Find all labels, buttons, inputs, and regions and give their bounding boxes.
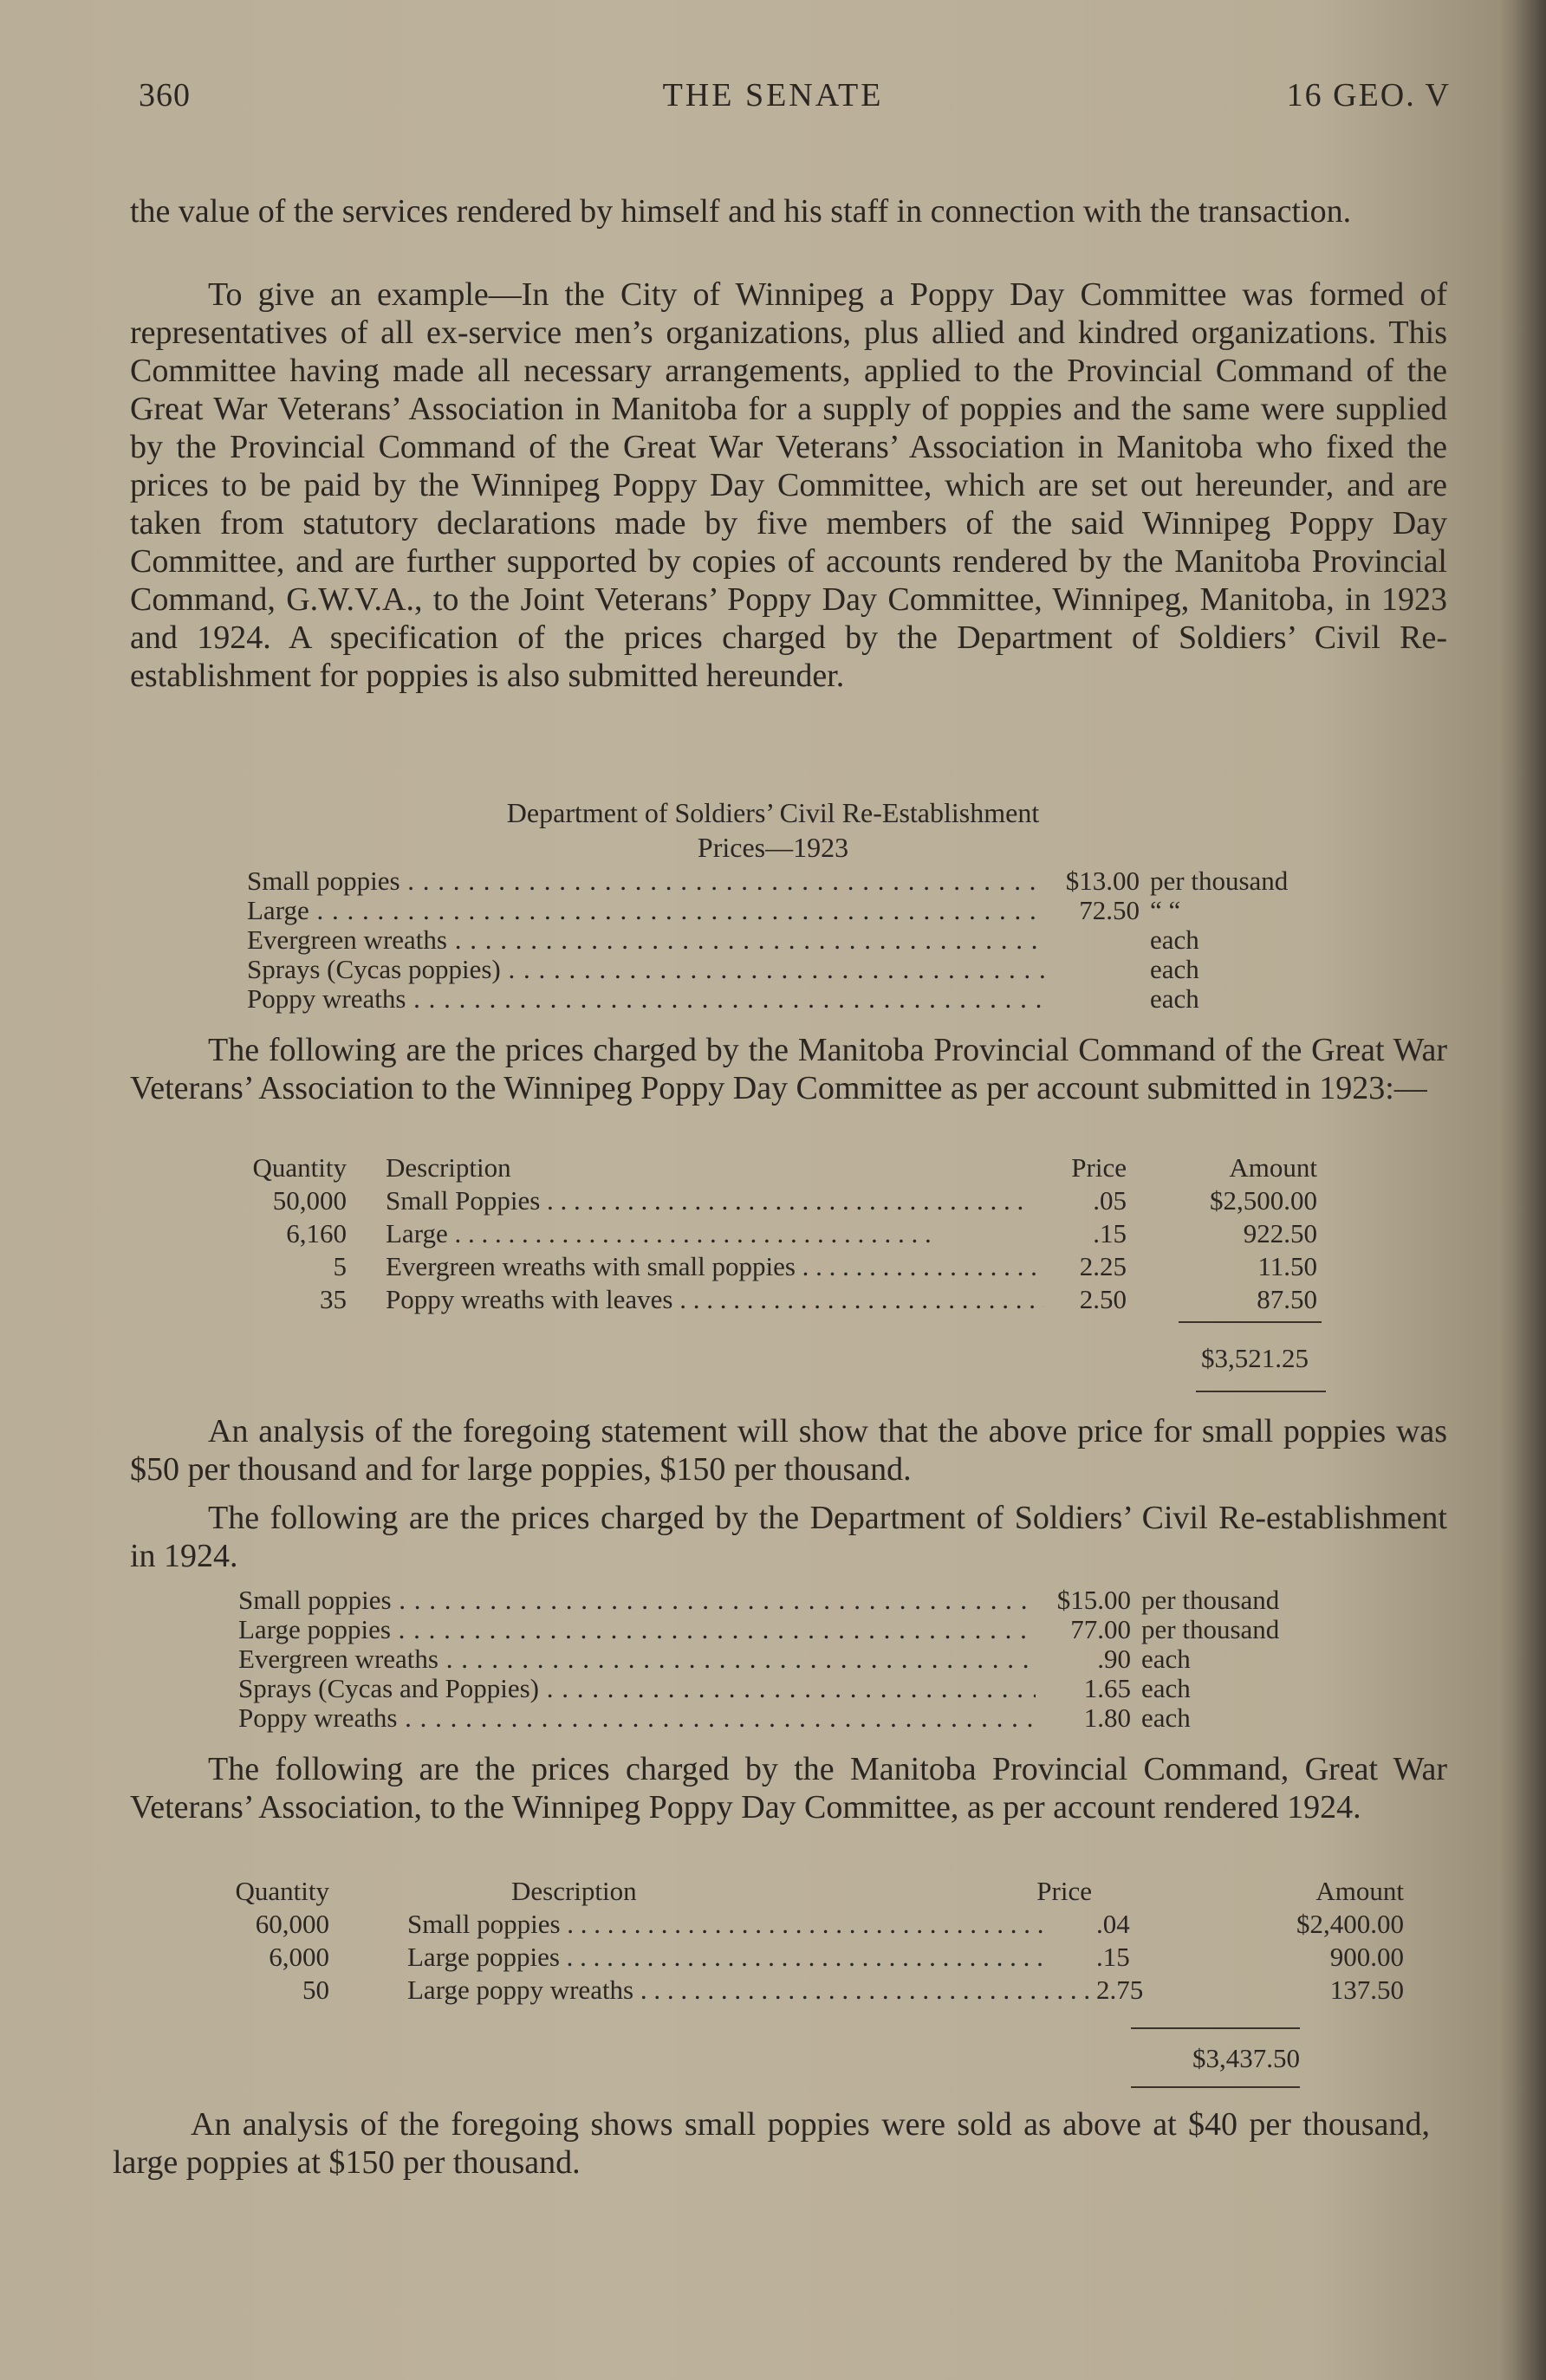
row-price: .04 bbox=[1096, 1909, 1130, 1939]
price-item: Poppy wreaths . . . bbox=[238, 1703, 1036, 1733]
row-quantity: 50 bbox=[302, 1975, 329, 2005]
row-price: 2.25 bbox=[1079, 1251, 1127, 1281]
dept-1923-title: Department of Soldiers’ Civil Re-Establishment bbox=[506, 797, 1040, 828]
price-row bbox=[247, 955, 1288, 984]
price-value: 72.50 bbox=[1079, 895, 1140, 925]
row-price: 2.50 bbox=[1079, 1284, 1127, 1314]
header-price: Price bbox=[1071, 1152, 1127, 1183]
price-unit: each bbox=[1150, 954, 1199, 984]
paragraph-7-text: An analysis of the foregoing shows small poppies were sold as above at $40 per thousand, large poppies at $150 per thousand. bbox=[113, 2106, 1430, 2181]
price-row bbox=[247, 925, 1288, 955]
price-value: 1.80 bbox=[1083, 1702, 1131, 1733]
row-description: Small Poppies . . . bbox=[386, 1185, 1023, 1216]
session-reference: 16 GEO. V bbox=[1286, 77, 1451, 113]
price-item: Small poppies . . . bbox=[238, 1586, 1036, 1615]
row-price: .15 bbox=[1096, 1942, 1130, 1972]
price-item: Sprays (Cycas poppies) . . . bbox=[247, 955, 1044, 984]
price-unit: per thousand bbox=[1141, 1585, 1280, 1615]
row-quantity: 5 bbox=[333, 1251, 347, 1281]
row-description: Small poppies . . . bbox=[407, 1909, 1044, 1939]
price-unit: per thousand bbox=[1150, 866, 1289, 896]
dept-1924-price-list bbox=[238, 1586, 1279, 1733]
account-1923-total: $3,521.25 bbox=[1201, 1343, 1309, 1373]
sum-rule bbox=[1131, 2027, 1300, 2029]
account-1924-total: $3,437.50 bbox=[1192, 2043, 1300, 2073]
table-row bbox=[217, 1218, 1317, 1251]
row-amount: 11.50 bbox=[1257, 1251, 1317, 1281]
price-value: 77.00 bbox=[1070, 1614, 1131, 1644]
row-description: Evergreen wreaths with small poppies . . . bbox=[386, 1251, 1044, 1281]
price-row bbox=[238, 1703, 1279, 1733]
paragraph-5-text: The following are the prices charged by the Department of Soldiers’ Civil Re-establishment in 1924. bbox=[130, 1500, 1447, 1574]
table-row bbox=[204, 1942, 1404, 1975]
paragraph-7 bbox=[113, 2105, 1430, 2182]
price-value bbox=[1044, 984, 1140, 1014]
table-header-row bbox=[217, 1152, 1317, 1185]
account-1924-table bbox=[204, 1876, 1404, 2007]
price-unit: each bbox=[1141, 1644, 1191, 1674]
paragraph-4 bbox=[130, 1412, 1447, 1488]
row-quantity: 6,160 bbox=[286, 1218, 347, 1248]
account-1923-table bbox=[217, 1152, 1317, 1317]
row-description: Poppy wreaths with leaves . . . bbox=[386, 1284, 1044, 1314]
header-amount: Amount bbox=[1315, 1876, 1404, 1906]
row-quantity: 35 bbox=[320, 1284, 347, 1314]
price-value: $13.00 bbox=[1065, 866, 1140, 896]
price-item: Evergreen wreaths . . . bbox=[247, 925, 1044, 955]
price-unit: each bbox=[1141, 1702, 1191, 1733]
header-quantity: Quantity bbox=[235, 1876, 329, 1906]
header-description: Description bbox=[511, 1876, 637, 1906]
price-item: Small poppies . . . bbox=[247, 866, 1044, 896]
row-description: Large poppies . . . bbox=[407, 1942, 1043, 1972]
paragraph-4-text: An analysis of the foregoing statement will show that the above price for small poppies was $50 per thousand and for large poppies, $150 per thousand. bbox=[130, 1413, 1447, 1488]
price-item: Sprays (Cycas and Poppies) . . . bbox=[238, 1674, 1036, 1703]
header-amount: Amount bbox=[1229, 1152, 1317, 1183]
price-unit: per thousand bbox=[1141, 1614, 1280, 1644]
price-row bbox=[247, 984, 1288, 1014]
row-quantity: 60,000 bbox=[255, 1909, 329, 1939]
row-description: Large poppy wreaths . . . bbox=[407, 1975, 1092, 2005]
row-price: .05 bbox=[1093, 1185, 1127, 1216]
paragraph-2 bbox=[130, 276, 1447, 695]
paragraph-6 bbox=[130, 1750, 1447, 1826]
table-row bbox=[217, 1185, 1317, 1218]
price-value bbox=[1044, 955, 1140, 984]
price-row bbox=[247, 896, 1288, 925]
price-unit: each bbox=[1150, 924, 1199, 955]
total-rule bbox=[1196, 1391, 1326, 1392]
page-number: 360 bbox=[139, 77, 191, 113]
price-row bbox=[247, 866, 1288, 896]
dept-1923-price-list bbox=[247, 866, 1288, 1014]
price-row bbox=[238, 1586, 1279, 1615]
row-description: Large . . . bbox=[386, 1218, 932, 1248]
price-value: $15.00 bbox=[1056, 1585, 1131, 1615]
header-description: Description bbox=[386, 1152, 511, 1183]
price-unit: “ “ bbox=[1150, 895, 1181, 925]
row-amount: 87.50 bbox=[1257, 1284, 1317, 1314]
price-row bbox=[238, 1615, 1279, 1644]
table-row bbox=[217, 1284, 1317, 1317]
table-row bbox=[217, 1251, 1317, 1284]
row-amount: 137.50 bbox=[1329, 1975, 1404, 2005]
row-amount: $2,500.00 bbox=[1210, 1185, 1317, 1216]
paragraph-2-text: To give an example—In the City of Winnipeg a Poppy Day Committee was formed of representatives of all ex-service men’s organizations, plus allied and kindred organizations. This Committee having made all necessary arrangements, applied to the Provincial Command of the Great War Veterans’ Association in Manitoba for a supply of poppies and the same were supplied by the Provincial Command of the Great War Veterans’ Association in Manitoba who fixed the prices to be paid by the Winnipeg Poppy Day Committee, which are set out hereunder, and are taken from statutory declarations made by five members of the said Winnipeg Poppy Day Committee, and are further supported by copies of accounts rendered by the Manitoba Provincial Command, G.W.V.A., to the Joint Veterans’ Poppy Day Committee, Winnipeg, Manitoba, in 1923 and 1924. A specification of the prices charged by the Department of Soldiers’ Civil Re-establishment for poppies is also submitted hereunder. bbox=[130, 276, 1447, 694]
row-quantity: 50,000 bbox=[272, 1185, 347, 1216]
row-amount: $2,400.00 bbox=[1296, 1909, 1404, 1939]
price-value bbox=[1044, 925, 1140, 955]
price-item: Large poppies . . . bbox=[238, 1615, 1036, 1644]
price-row bbox=[238, 1644, 1279, 1674]
paragraph-3 bbox=[130, 1031, 1447, 1107]
row-price: 2.75 bbox=[1096, 1975, 1144, 2005]
sum-rule bbox=[1179, 1321, 1322, 1323]
header-price: Price bbox=[1036, 1876, 1092, 1906]
price-unit: each bbox=[1141, 1673, 1191, 1703]
row-quantity: 6,000 bbox=[269, 1942, 329, 1972]
price-item: Evergreen wreaths . . . bbox=[238, 1644, 1036, 1674]
table-row bbox=[204, 1975, 1404, 2007]
running-title: THE SENATE bbox=[662, 77, 884, 113]
book-spine-shadow bbox=[1511, 0, 1546, 2380]
row-price: .15 bbox=[1093, 1218, 1127, 1248]
price-item: Large . . . bbox=[247, 896, 1044, 925]
price-value: 1.65 bbox=[1083, 1673, 1131, 1703]
table-header-row bbox=[204, 1876, 1404, 1909]
total-rule bbox=[1131, 2086, 1300, 2088]
row-amount: 900.00 bbox=[1329, 1942, 1404, 1972]
paragraph-1 bbox=[130, 192, 1447, 230]
header-quantity: Quantity bbox=[252, 1152, 347, 1183]
table-row bbox=[204, 1909, 1404, 1942]
price-row bbox=[238, 1674, 1279, 1703]
price-unit: each bbox=[1150, 983, 1199, 1014]
dept-1923-subtitle: Prices—1923 bbox=[697, 832, 849, 863]
paragraph-1-text: the value of the services rendered by himself and his staff in connection with the transaction. bbox=[130, 193, 1352, 230]
paragraph-3-text: The following are the prices charged by the Manitoba Provincial Command of the Great War Veterans’ Association to the Winnipeg Poppy Day Committee as per account submitted in 1923:— bbox=[130, 1032, 1447, 1106]
paragraph-6-text: The following are the prices charged by the Manitoba Provincial Command, Great War Veterans’ Association, to the Winnipeg Poppy Day Committee, as per account rendered 1924. bbox=[130, 1751, 1447, 1826]
row-amount: 922.50 bbox=[1243, 1218, 1317, 1248]
paragraph-5 bbox=[130, 1499, 1447, 1575]
price-value: .90 bbox=[1097, 1644, 1131, 1674]
price-item: Poppy wreaths . . . bbox=[247, 984, 1044, 1014]
